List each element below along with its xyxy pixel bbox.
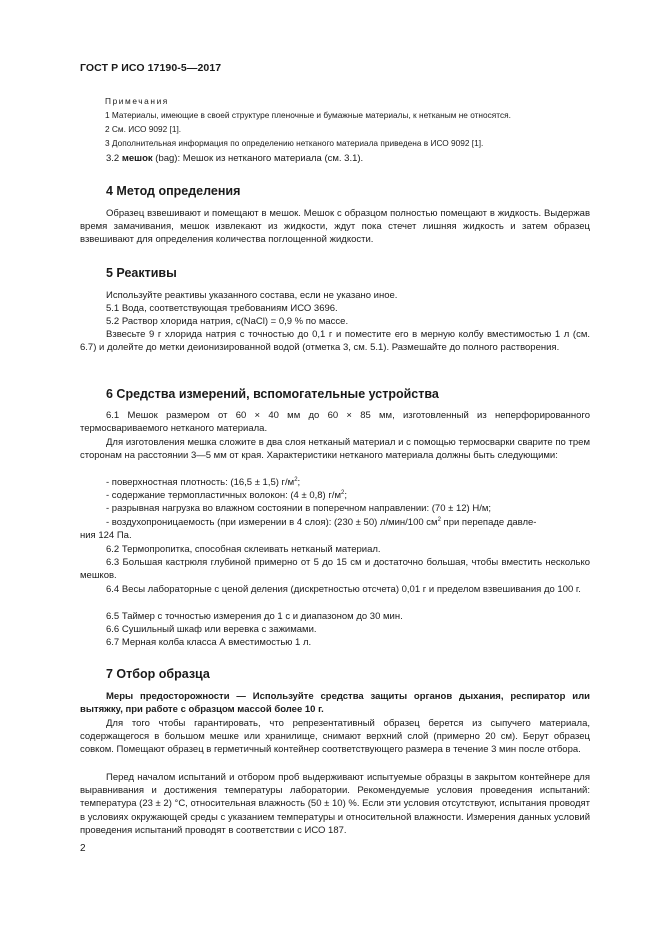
section-5-intro: Используйте реактивы указанного состава, если не указано иное. bbox=[106, 290, 398, 301]
list-text: - поверхностная плотность: (16,5 ± 1,5) г/м bbox=[106, 477, 295, 488]
note-item: 3 Дополнительная информация по определению нетканого материала приведена в ИСО 9092 [1]. bbox=[105, 138, 484, 148]
section-7-sampling: Для того чтобы гарантировать, что репрезентативный образец берется из сыпучего материала, содержащегося в большом мешке или хранилище, снимают верхний слой (примерно 20 см). Берут образец совком. Помещают образец в герметичный контейнер соответствующего размера в течение 3 мин после отбора. bbox=[80, 718, 590, 756]
note-item: 1 Материалы, имеющие в своей структуре пленочные и бумажные материалы, к нетканым не относятся. bbox=[105, 110, 511, 120]
section-5-preparation: Взвесьте 9 г хлорида натрия с точностью до 0,1 г и поместите его в мерную колбу вместимостью 1 л (см. 6.7) и долейте до метки деионизированной водой (отметка 3, см. 5.1). Размешайте до полного растворения. bbox=[80, 329, 590, 354]
section-4-heading: 4 Метод определения bbox=[106, 184, 241, 198]
superscript: 2 bbox=[437, 517, 441, 523]
section-6-6: 6.6 Сушильный шкаф или веревка с зажимами. bbox=[106, 624, 317, 635]
safety-warning: Меры предосторожности — Используйте средства защиты органов дыхания, респиратор или вытяжку, при работе с образцом массой более 10 г. bbox=[80, 691, 590, 716]
superscript: 2 bbox=[340, 490, 345, 496]
note-item: 2 См. ИСО 9092 [1]. bbox=[105, 124, 182, 134]
section-5-1: 5.1 Вода, соответствующая требованиям ИСО 3696. bbox=[106, 303, 338, 314]
section-6-2: 6.2 Термопропитка, способная склеивать нетканый материал. bbox=[106, 544, 381, 555]
definition-number: 3.2 bbox=[106, 153, 122, 164]
standard-header: ГОСТ Р ИСО 17190-5—2017 bbox=[80, 62, 222, 74]
superscript: 2 bbox=[294, 477, 298, 483]
list-item-fibers bbox=[106, 489, 590, 502]
section-5-heading: 5 Реактивы bbox=[106, 266, 177, 280]
list-item-density bbox=[106, 476, 590, 489]
notes-title: Примечания bbox=[105, 96, 169, 106]
page-number: 2 bbox=[80, 843, 86, 854]
definition-term: мешок bbox=[121, 153, 153, 164]
section-7-conditions: Перед началом испытаний и отбором проб выдерживают испытуемые образцы в закрытом контейнере для выравнивания и достижения температуры лаборатории. Рекомендуемые условия проведения испытаний: температура (23 ± 2) °С, относительная влажность (50 ± 10) %. Если эти условия отсутствуют, испытания проводят в условиях окружающей среды с указанием температуры и относительной влажности. Измерения данных условий проведения испытаний проводят в соответствии с ИСО 187. bbox=[80, 772, 590, 836]
section-6-1: 6.1 Мешок размером от 60 × 40 мм до 60 × 85 мм, изготовленный из неперфорированного термосвариваемого нетканого материала. bbox=[80, 410, 590, 435]
section-6-4: 6.4 Весы лабораторные с ценой деления (дискретностью отсчета) 0,01 г и пределом взвешивания до 100 г. bbox=[106, 584, 581, 595]
list-text: - содержание термопластичных волокон: (4 ± 0,8) г/м bbox=[106, 490, 341, 501]
section-5-2: 5.2 Раствор хлорида натрия, c(NaCl) = 0,9 % по массе. bbox=[106, 316, 349, 327]
list-text: ; bbox=[344, 490, 347, 501]
section-6-7: 6.7 Мерная колба класса А вместимостью 1 л. bbox=[106, 637, 312, 648]
section-6-1-bag: Для изготовления мешка сложите в два слоя нетканый материал и с помощью термосварки сварите по трем сторонам на расстоянии 3—5 мм от края. Характеристики нетканого материала должны быть следующими: bbox=[80, 437, 590, 462]
section-7-heading: 7 Отбор образца bbox=[106, 667, 210, 681]
notes-block bbox=[105, 94, 605, 150]
list-text: ; bbox=[297, 477, 301, 488]
section-6-3: 6.3 Большая кастрюля глубиной примерно от 5 до 15 см и достаточно большая, чтобы вместить несколько мешков. bbox=[80, 557, 590, 582]
list-text: при перепаде давле- bbox=[440, 517, 537, 528]
section-4-paragraph: Образец взвешивают и помещают в мешок. Мешок с образцом полностью помещают в жидкость. Выдержав время замачивания, мешок извлекают из жидкости, ждут пока стечет лишняя жидкость и затем образец взвешивают для определения количества поглощенной жидкости. bbox=[80, 208, 590, 246]
list-text: - воздухопроницаемость (при измерении в 4 слоя): (230 ± 50) л/мин/100 см bbox=[106, 517, 438, 528]
list-item-air-permeability bbox=[106, 516, 590, 529]
section-6-5: 6.5 Таймер с точностью измерения до 1 с и диапазоном до 30 мин. bbox=[106, 611, 403, 622]
list-item-continuation: ния 124 Па. bbox=[80, 530, 132, 541]
list-item-tensile: - разрывная нагрузка во влажном состоянии в поперечном направлении: (70 ± 12) Н/м; bbox=[106, 503, 492, 514]
section-6-heading: 6 Средства измерений, вспомогательные устройства bbox=[106, 387, 439, 401]
definition-3-2 bbox=[80, 152, 590, 165]
definition-text: (bag): Мешок из нетканого материала (см. 3.1). bbox=[152, 153, 364, 164]
